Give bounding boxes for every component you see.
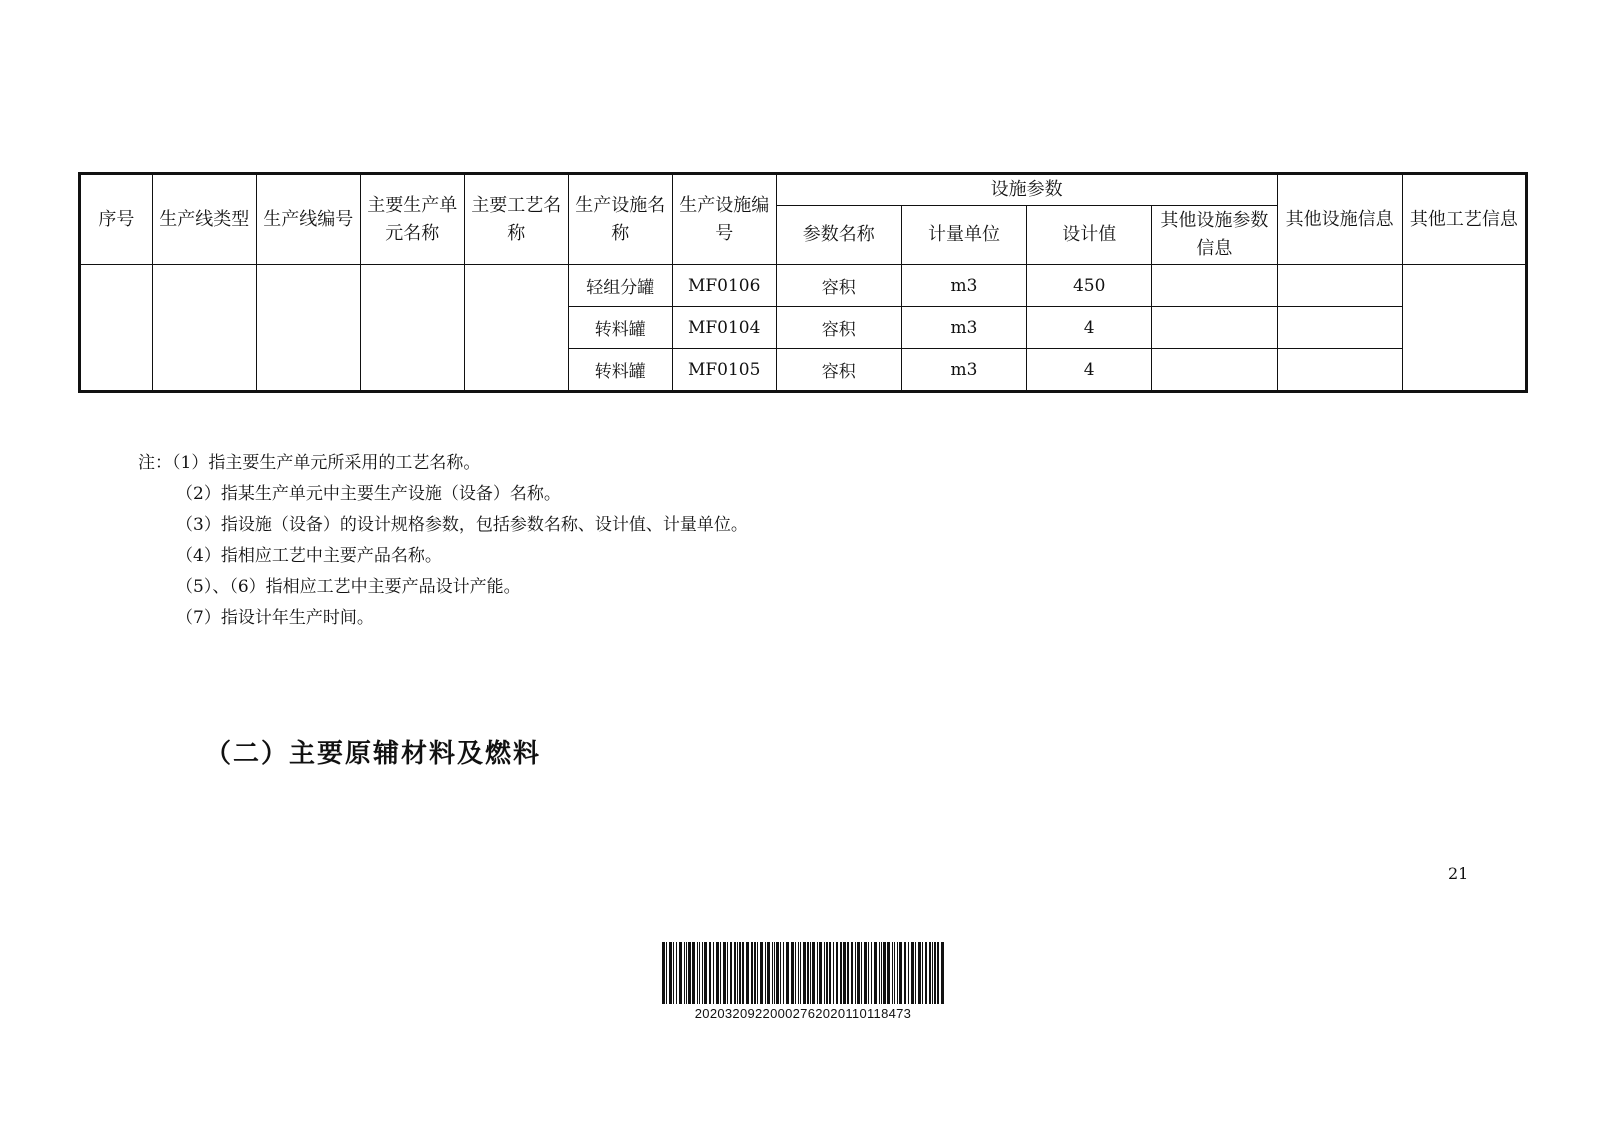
barcode-bar bbox=[840, 942, 842, 1004]
header-other-process-info: 其他工艺信息 bbox=[1402, 174, 1526, 265]
cell-other-param-info bbox=[1152, 265, 1277, 307]
header-other-facility-info: 其他设施信息 bbox=[1277, 174, 1402, 265]
table-notes bbox=[138, 448, 748, 634]
header-seq: 序号 bbox=[80, 174, 153, 265]
barcode-bar bbox=[824, 942, 825, 1004]
barcode-bar bbox=[739, 942, 741, 1004]
barcode-bar bbox=[911, 942, 914, 1004]
barcode-bar bbox=[666, 942, 667, 1004]
note-line: （4）指相应工艺中主要产品名称。 bbox=[176, 546, 442, 566]
barcode-bar bbox=[833, 942, 834, 1004]
barcode-bar bbox=[737, 942, 738, 1004]
table-row bbox=[80, 265, 1527, 307]
cell-other-param-info bbox=[1152, 349, 1277, 392]
header-unit: 计量单位 bbox=[901, 206, 1026, 265]
barcode-bar bbox=[812, 942, 815, 1004]
cell-facility-name: 转料罐 bbox=[568, 307, 672, 349]
barcode-bar bbox=[861, 942, 862, 1004]
barcode-bar bbox=[941, 942, 944, 1004]
note-line: （5）、（6）指相应工艺中主要产品设计产能。 bbox=[176, 577, 521, 597]
cell-other-facility-info bbox=[1277, 349, 1402, 392]
note-line: （7）指设计年生产时间。 bbox=[176, 608, 374, 628]
cell-design-value: 4 bbox=[1027, 307, 1152, 349]
barcode-bar bbox=[934, 942, 936, 1004]
barcode-bar bbox=[829, 942, 831, 1004]
barcode-bar bbox=[826, 942, 828, 1004]
barcode-bar bbox=[871, 942, 872, 1004]
barcode-bar bbox=[803, 942, 806, 1004]
barcode-bar bbox=[723, 942, 726, 1004]
header-facility-params: 设施参数 bbox=[776, 174, 1277, 206]
page-number: 21 bbox=[1448, 864, 1469, 883]
section-heading: （二）主要原辅材料及燃料 bbox=[205, 739, 542, 769]
barcode-bar bbox=[679, 942, 682, 1004]
barcode-bar bbox=[791, 942, 794, 1004]
cell-param-name: 容积 bbox=[776, 307, 901, 349]
barcode-bar bbox=[795, 942, 796, 1004]
barcode-bar bbox=[819, 942, 822, 1004]
barcode-image bbox=[658, 942, 948, 1004]
barcode-bar bbox=[780, 942, 781, 1004]
barcode-bar bbox=[765, 942, 766, 1004]
barcode-bar bbox=[881, 942, 882, 1004]
barcode-bar bbox=[894, 942, 895, 1004]
barcode-bar bbox=[810, 942, 811, 1004]
header-param-name: 参数名称 bbox=[776, 206, 901, 265]
barcode-bar bbox=[932, 942, 933, 1004]
barcode-bar bbox=[857, 942, 860, 1004]
cell-other-param-info bbox=[1152, 307, 1277, 349]
barcode-bar bbox=[836, 942, 838, 1004]
barcode-bar bbox=[776, 942, 779, 1004]
cell-other-facility-info bbox=[1277, 265, 1402, 307]
cell-unit-name bbox=[360, 265, 464, 392]
barcode-bar bbox=[704, 942, 707, 1004]
barcode-bar bbox=[692, 942, 695, 1004]
cell-other-facility-info bbox=[1277, 307, 1402, 349]
note-line: （3）指设施（设备）的设计规格参数，包括参数名称、设计值、计量单位。 bbox=[176, 515, 748, 535]
cell-unit: m3 bbox=[901, 307, 1026, 349]
barcode-bar bbox=[817, 942, 818, 1004]
barcode-bar bbox=[709, 942, 711, 1004]
note-line: 注：（1）指主要生产单元所采用的工艺名称。 bbox=[138, 453, 481, 473]
barcode-bar bbox=[899, 942, 902, 1004]
barcode-bars bbox=[658, 942, 948, 1004]
barcode-bar bbox=[746, 942, 749, 1004]
barcode-bar bbox=[904, 942, 906, 1004]
barcode-bar bbox=[918, 942, 921, 1004]
barcode-bar bbox=[676, 942, 677, 1004]
barcode-bar bbox=[937, 942, 939, 1004]
barcode-bar bbox=[843, 942, 846, 1004]
barcode-bar bbox=[915, 942, 916, 1004]
barcode-bar bbox=[662, 942, 665, 1004]
barcode-bar bbox=[673, 942, 674, 1004]
barcode-bar bbox=[879, 942, 880, 1004]
cell-line-type bbox=[152, 265, 256, 392]
barcode-bar bbox=[751, 942, 753, 1004]
cell-other-process-info bbox=[1402, 265, 1526, 392]
barcode-bar bbox=[760, 942, 763, 1004]
barcode-bar bbox=[847, 942, 849, 1004]
header-process-name: 主要工艺名称 bbox=[464, 174, 568, 265]
cell-param-name: 容积 bbox=[776, 265, 901, 307]
barcode-bar bbox=[925, 942, 927, 1004]
barcode-bar bbox=[688, 942, 691, 1004]
header-unit-name: 主要生产单元名称 bbox=[360, 174, 464, 265]
barcode-bar bbox=[864, 942, 867, 1004]
cell-facility-name: 转料罐 bbox=[568, 349, 672, 392]
barcode-bar bbox=[713, 942, 714, 1004]
barcode-bar bbox=[800, 942, 801, 1004]
barcode-bar bbox=[855, 942, 856, 1004]
barcode-bar bbox=[892, 942, 893, 1004]
header-design-value: 设计值 bbox=[1027, 206, 1152, 265]
header-line-type: 生产线类型 bbox=[152, 174, 256, 265]
header-line-code: 生产线编号 bbox=[256, 174, 360, 265]
barcode-bar bbox=[767, 942, 770, 1004]
cell-line-code bbox=[256, 265, 360, 392]
barcode-bar bbox=[686, 942, 687, 1004]
barcode-bar bbox=[702, 942, 703, 1004]
barcode-bar bbox=[874, 942, 877, 1004]
cell-facility-code: MF0104 bbox=[672, 307, 776, 349]
cell-param-name: 容积 bbox=[776, 349, 901, 392]
cell-facility-code: MF0106 bbox=[672, 265, 776, 307]
header-other-param-info: 其他设施参数信息 bbox=[1152, 206, 1277, 265]
barcode-bar bbox=[730, 942, 732, 1004]
barcode-bar bbox=[774, 942, 775, 1004]
barcode-bar bbox=[684, 942, 685, 1004]
barcode-bar bbox=[757, 942, 758, 1004]
header-facility-name: 生产设施名称 bbox=[568, 174, 672, 265]
barcode-bar bbox=[772, 942, 773, 1004]
barcode-bar bbox=[883, 942, 886, 1004]
facility-table bbox=[78, 172, 1528, 393]
barcode-bar bbox=[699, 942, 700, 1004]
barcode-bar bbox=[908, 942, 909, 1004]
barcode-number: 20203209220002762020110118473 bbox=[694, 1006, 912, 1021]
cell-seq bbox=[80, 265, 153, 392]
cell-unit: m3 bbox=[901, 265, 1026, 307]
barcode-bar bbox=[727, 942, 728, 1004]
cell-process-name bbox=[464, 265, 568, 392]
barcode-bar bbox=[786, 942, 789, 1004]
cell-design-value: 450 bbox=[1027, 265, 1152, 307]
barcode-bar bbox=[868, 942, 869, 1004]
barcode-bar bbox=[851, 942, 853, 1004]
barcode-bar bbox=[887, 942, 890, 1004]
barcode-bar bbox=[669, 942, 672, 1004]
cell-design-value: 4 bbox=[1027, 349, 1152, 392]
barcode-bar bbox=[798, 942, 799, 1004]
barcode-bar bbox=[929, 942, 931, 1004]
cell-facility-name: 轻组分罐 bbox=[568, 265, 672, 307]
cell-unit: m3 bbox=[901, 349, 1026, 392]
barcode-bar bbox=[734, 942, 736, 1004]
barcode-bar bbox=[754, 942, 756, 1004]
barcode-bar bbox=[716, 942, 719, 1004]
barcode-bar bbox=[897, 942, 898, 1004]
barcode-bar bbox=[720, 942, 721, 1004]
header-row-top bbox=[80, 174, 1527, 206]
header-facility-code: 生产设施编号 bbox=[672, 174, 776, 265]
barcode-bar bbox=[697, 942, 698, 1004]
barcode-bar bbox=[922, 942, 923, 1004]
barcode-bar bbox=[783, 942, 784, 1004]
barcode-bar bbox=[807, 942, 809, 1004]
cell-facility-code: MF0105 bbox=[672, 349, 776, 392]
note-line: （2）指某生产单元中主要生产设施（设备）名称。 bbox=[176, 484, 561, 504]
barcode-bar bbox=[742, 942, 744, 1004]
